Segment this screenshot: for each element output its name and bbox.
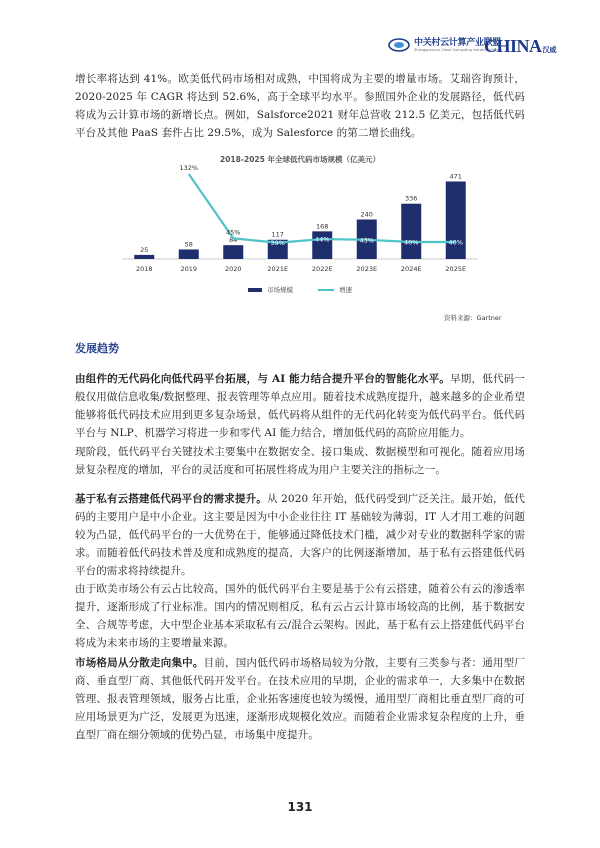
bar-label-2025E: 471 <box>449 172 462 181</box>
bar-label-2021E: 117 <box>271 230 284 239</box>
intro-paragraph: 增长率将达到 41%。欧美低代码市场相对成熟，中国将成为主要的增量市场。艾瑞咨询预计，2020-2025 年 CAGR 将达到 52.6%，高于全球平均水平。参照国外企业的发展路径，低代码将成为云计算市场的新增长点。例如，Salsforce2021 财年总营收 212.5 亿美元，包括低代码平台及其他 PaaS 套件占比 29.5%，成为 Salesforce 的第二增长曲线。 <box>75 73 525 139</box>
bar-label-2019: 58 <box>184 240 193 249</box>
paragraph-body: 目前，国内低代码市场格局较为分散，主要有三类参与者：通用型厂商、垂直型厂商、其他低代码开发平台。在技术应用的早期，企业的需求单一，大多集中在数据管理、报表管理领域，服务占比重，企业拓客速度也较为缓慢，通用型厂商相比垂直型厂商的可应用场景更为广泛，发展更为迅速，逐渐形成规模化效应。而随着企业需求复杂程度的上升，垂直型厂商在细分领域的优势凸显，市场集中度提升。 <box>75 657 526 741</box>
paragraph-lead: 市场格局从分散走向集中。 <box>75 657 204 669</box>
bar-2018 <box>134 255 154 259</box>
paragraph-lead: 由组件的无代码化向低代码平台拓展，与 AI 能力结合提升平台的智能化水平。 <box>75 373 451 385</box>
paragraph-private-cloud <box>75 490 525 580</box>
growth-label-2023E: 43% <box>359 236 374 245</box>
page-header <box>0 0 600 66</box>
tick-label-2024E: 2024E <box>400 265 422 273</box>
tick-label-2022E: 2022E <box>311 265 333 273</box>
growth-label-2022E: 44% <box>315 235 330 244</box>
tick-label-2025E: 2025E <box>445 265 467 273</box>
section-title: 发展趋势 <box>75 342 119 355</box>
paragraph-market-pattern <box>75 654 525 744</box>
paragraph-body: 早期，低代码一般仅用做信息收集/数据整理、报表管理等单点应用。随着技术成熟度提升，越来越多的企业希望能够将低代码技术应用到更多复杂场景，低代码将从组件的无代码化转变为低代码平台。低代码平台与 NLP、机器学习将进一步和零代 AI 能力结合，增加低代码的高阶应用能力。 <box>75 373 525 439</box>
growth-label-2019: 132% <box>179 164 199 172</box>
paragraph-current-stage: 现阶段，低代码平台关键技术主要集中在数据安全、接口集成、数据模型和可视化。随着应用场景复杂程度的增加，平台的灵活度和可拓展性将成为用户主要关注的指标之一。 <box>75 446 525 476</box>
legend-swatch-bars <box>248 288 262 292</box>
bar-2020 <box>223 245 243 259</box>
bar-2019 <box>179 249 199 259</box>
growth-label-2020: 45% <box>226 228 241 237</box>
china-logo-suffix: 汉威 <box>542 46 557 54</box>
paragraph-component-to-platform <box>75 370 525 442</box>
growth-label-2025E: 40% <box>448 238 463 247</box>
bar-2024E <box>401 204 421 259</box>
bar-label-2024E: 336 <box>405 194 418 203</box>
bar-label-2023E: 240 <box>360 210 373 219</box>
source-note: 资料来源：Gartner <box>444 314 502 322</box>
china-logo-text: CHINA <box>484 36 542 56</box>
legend-label-bars: 市场规模 <box>267 286 293 294</box>
tick-label-2021E: 2021E <box>267 265 289 273</box>
bar-label-2020: 84 <box>229 236 238 245</box>
tick-label-2023E: 2023E <box>356 265 378 273</box>
paragraph-body: 从 2020 年开始，低代码受到广泛关注。最开始，低代码的主要用户是中小企业。这主要是因为中小企业往往 IT 基础较为薄弱，IT 人才用工难的问题较为凸显，低代码平台的一大优势在于，能够通过降低技术门槛，减少对专业的数据科学家的需求。而随着低代码技术普及度和成熟度的提高，大客户的比例逐渐增加，基于私有云搭建低代码平台的需求将持续提升。 <box>75 493 525 577</box>
tick-label-2020: 2020 <box>224 265 242 273</box>
chart-svg <box>110 150 490 300</box>
paragraph-lead: 基于私有云搭建低代码平台的需求提升。 <box>75 493 267 505</box>
legend-label-line: 增速 <box>339 286 352 294</box>
alliance-logo-text: 中关村云计算产业联盟 <box>414 38 502 48</box>
bar-label-2018: 25 <box>140 245 149 254</box>
market-size-chart <box>110 150 490 300</box>
paragraph-overseas-comparison: 由于欧美市场公有云占比较高，国外的低代码平台主要是基于公有云搭建，随着公有云的渗透率提升，逐渐形成了行业标准。国内的情况则相反，私有云占云计算市场较高的比例，基于数据安全、合规等考虑，大中型企业基本采取私有云/混合云架构。因此，基于私有云上搭建低代码平台将成为未来市场的主要增量来源。 <box>75 583 525 649</box>
page-number: 131 <box>287 800 313 814</box>
growth-label-2024E: 40% <box>404 238 419 247</box>
china-logo <box>484 36 557 57</box>
tick-label-2018: 2018 <box>135 265 153 273</box>
alliance-logo-icon <box>388 38 410 52</box>
chart-title: 2018-2025 年全球低代码市场规模（亿美元） <box>220 155 380 164</box>
alliance-logo-subtext: Zhongguancun Cloud Computing Industry Alliance <box>414 48 503 52</box>
tick-label-2019: 2019 <box>180 265 198 273</box>
bar-label-2022E: 168 <box>316 222 329 231</box>
bar-2025E <box>446 181 466 259</box>
growth-label-2021E: 39% <box>270 239 285 248</box>
